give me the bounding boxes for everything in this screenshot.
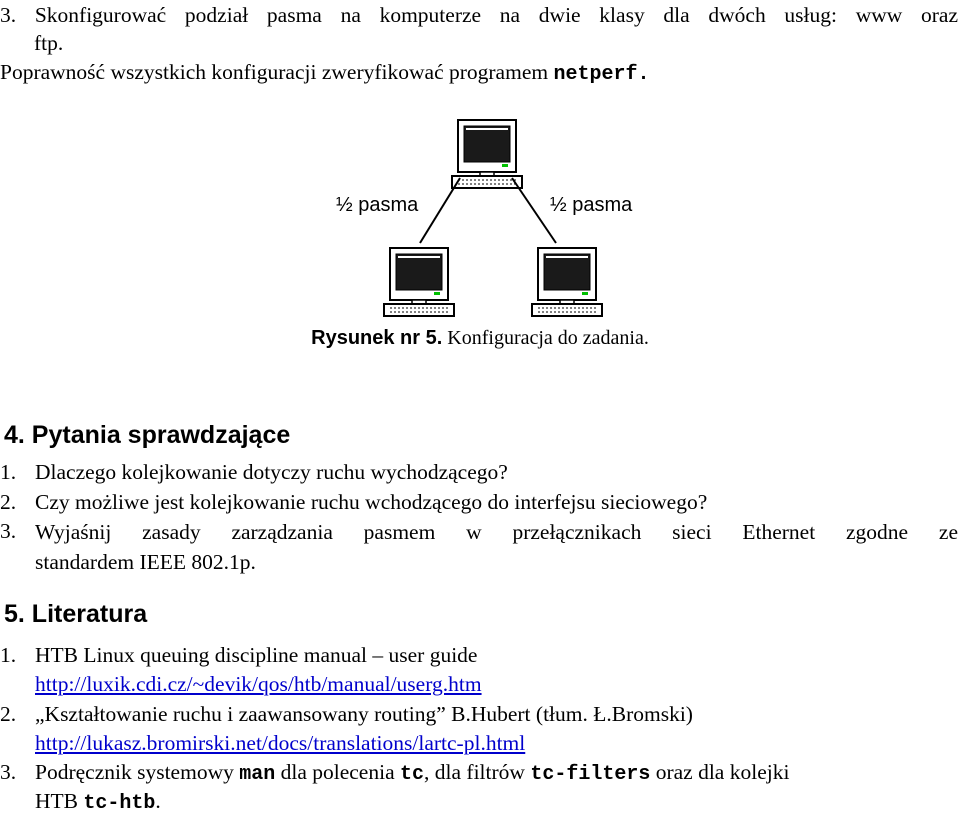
verify-text: Poprawność wszystkich konfiguracji zweryfikować programem [0,60,554,84]
caption-text: Konfiguracja do zadania. [447,327,649,349]
question-3-cont: standardem IEEE 802.1p. [35,550,256,574]
ref3-cont-end: . [155,789,161,813]
reference-number: 1. [0,643,17,667]
section4-heading: 4. Pytania sprawdzające [4,421,291,449]
left-computer-icon [384,248,454,316]
question-number: 2. [0,490,17,514]
question-text: Dlaczego kolejkowanie dotyczy ruchu wychodzącego? [35,460,508,484]
ref3-code-tc: tc [400,763,425,786]
item3-text-a: 3. Skonfigurować podział pasma na komputerze na [0,3,521,27]
reference-1 [0,641,477,669]
ref3-cont-text: HTB [35,789,84,813]
figure-caption [0,327,960,350]
program-name: netperf. [553,63,650,86]
reference-number: 2. [0,702,17,726]
left-link-line [420,178,460,243]
question-text: Czy możliwe jest kolejkowanie ruchu wchodzącego do interfejsu sieciowego? [35,490,708,514]
item3-text-b: dwie klasy dla dwóch usług: www oraz [538,3,959,27]
item3-line1 [0,0,958,30]
ref3-code-tc-htb: tc-htb [83,792,156,815]
reference-3 [0,758,789,789]
reference-2 [0,700,693,728]
reference-3-cont [35,787,161,818]
question-number: 3. [0,519,17,543]
question-2 [0,488,707,516]
reference-text: HTB Linux queuing discipline manual – user guide [35,643,478,667]
reference-2-link[interactable]: http://lukasz.bromirski.net/docs/translations/lartc-pl.html [35,731,526,755]
caption-label: Rysunek nr 5. [311,327,443,349]
ref3-code-tc-filters: tc-filters [530,763,651,786]
top-computer-icon [452,120,522,188]
verify-line [0,58,649,89]
question-1 [0,458,508,486]
ref3-text-2: dla polecenia [275,760,400,784]
left-link-label: ½ pasma [336,194,419,216]
ref3-text-1: Podręcznik systemowy [35,760,240,784]
reference-text: „Kształtowanie ruchu i zaawansowany routing” B.Hubert (tłum. Ł.Bromski) [35,702,693,726]
section5-heading: 5. Literatura [4,600,148,628]
item3-line2: ftp. [34,31,64,55]
right-computer-icon [532,248,602,316]
ref3-text-3: , dla filtrów [424,760,531,784]
ref3-code-man: man [239,763,276,786]
question-3-text: Wyjaśnij zasady zarządzania pasmem w przełącznikach sieci Ethernet zgodne ze [35,520,958,544]
right-link-label: ½ pasma [550,194,633,216]
question-number: 1. [0,460,17,484]
ref3-text-4: oraz dla kolejki [650,760,790,784]
reference-1-link[interactable]: http://luxik.cdi.cz/~devik/qos/htb/manual/userg.htm [35,672,482,696]
network-diagram [0,110,960,320]
reference-number: 3. [0,760,17,784]
network-figure [0,110,960,320]
